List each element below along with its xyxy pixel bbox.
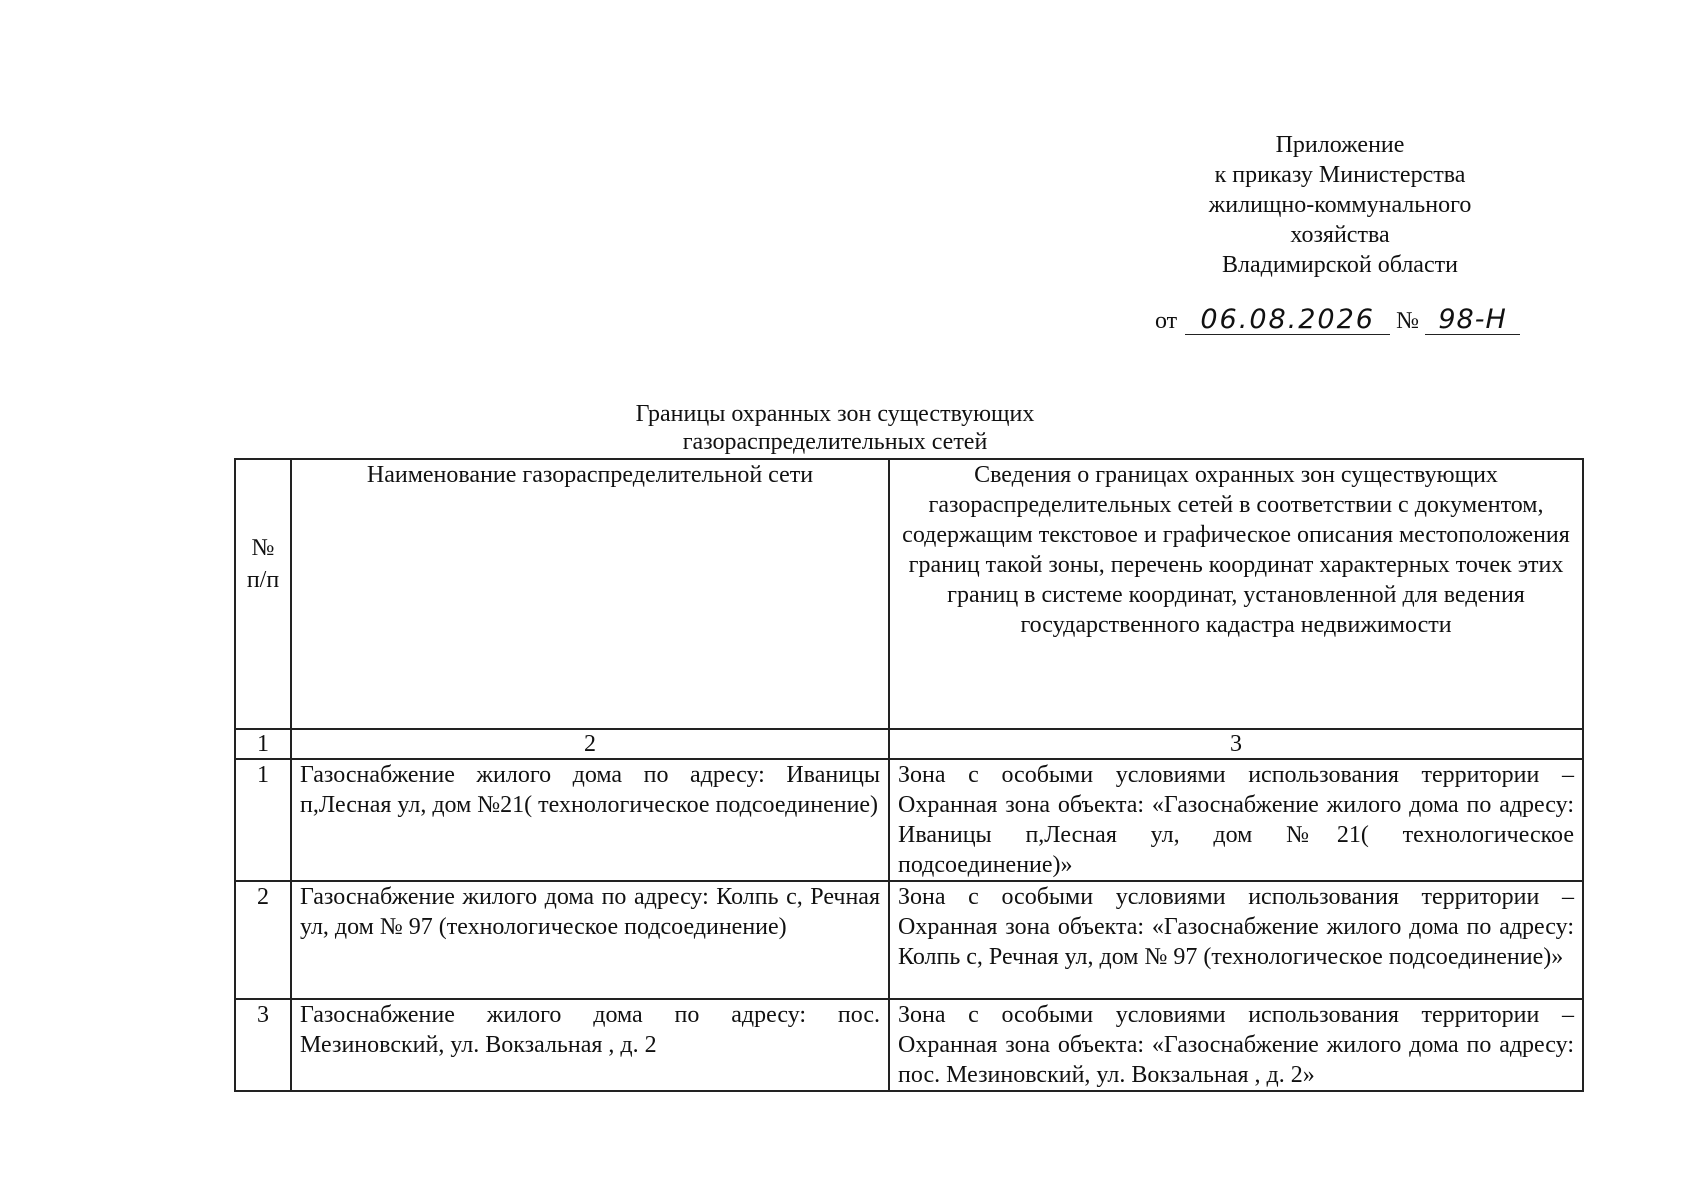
handwritten-number: 98-Н <box>1425 306 1520 335</box>
column-number: 3 <box>889 729 1583 759</box>
zone-info: Зона с особыми условиями использования территории – Охранная зона объекта: «Газоснабжение жилого дома по адресу: Колпь с, Речная ул, дом № 97 (технологическое подсоединение)» <box>889 881 1583 999</box>
handwritten-date: 06.08.2026 <box>1185 306 1390 335</box>
column-number-row <box>235 729 1583 759</box>
column-number: 1 <box>235 729 291 759</box>
row-number: 2 <box>235 881 291 999</box>
title-line: газораспределительных сетей <box>682 429 988 455</box>
zones-table <box>234 458 1584 1092</box>
appendix-line: жилищно-коммунального <box>1208 192 1472 218</box>
document-title <box>560 400 1110 456</box>
network-name: Газоснабжение жилого дома по адресу: Колпь с, Речная ул, дом № 97 (технологическое подсоединение) <box>291 881 889 999</box>
table-header-row <box>235 459 1583 729</box>
column-number: 2 <box>291 729 889 759</box>
appendix-line: к приказу Министерства <box>1214 162 1466 188</box>
title-line: Границы охранных зон существующих <box>635 401 1035 427</box>
table-row <box>235 881 1583 999</box>
order-reference <box>1155 306 1520 335</box>
number-label: № <box>1396 308 1420 334</box>
row-number: 3 <box>235 999 291 1091</box>
header-zone-info: Сведения о границах охранных зон существующих газораспределительных сетей в соответствии с документом, содержащим текстовое и графическое описания местоположения границ такой зоны, перечень координат характерных точек этих границ в системе координат, установленной для ведения государственного кадастра недвижимости <box>889 459 1583 729</box>
network-name: Газоснабжение жилого дома по адресу: пос. Мезиновский, ул. Вокзальная , д. 2 <box>291 999 889 1091</box>
header-number: № п/п <box>235 459 291 729</box>
appendix-line: Владимирской области <box>1222 252 1458 278</box>
network-name: Газоснабжение жилого дома по адресу: Иваницы п,Лесная ул, дом №21( технологическое подсоединение) <box>291 759 889 881</box>
zone-info: Зона с особыми условиями использования территории – Охранная зона объекта: «Газоснабжение жилого дома по адресу: пос. Мезиновский, ул. Вокзальная , д. 2» <box>889 999 1583 1091</box>
row-number: 1 <box>235 759 291 881</box>
from-label: от <box>1155 308 1178 334</box>
appendix-line: Приложение <box>1275 132 1405 158</box>
appendix-line: хозяйства <box>1290 222 1390 248</box>
zone-info: Зона с особыми условиями использования территории – Охранная зона объекта: «Газоснабжение жилого дома по адресу: Иваницы п,Лесная ул, дом №21( технологическое подсоединение)» <box>889 759 1583 881</box>
table-row <box>235 999 1583 1091</box>
appendix-header <box>1150 130 1530 280</box>
table-row <box>235 759 1583 881</box>
header-network-name: Наименование газораспределительной сети <box>291 459 889 729</box>
